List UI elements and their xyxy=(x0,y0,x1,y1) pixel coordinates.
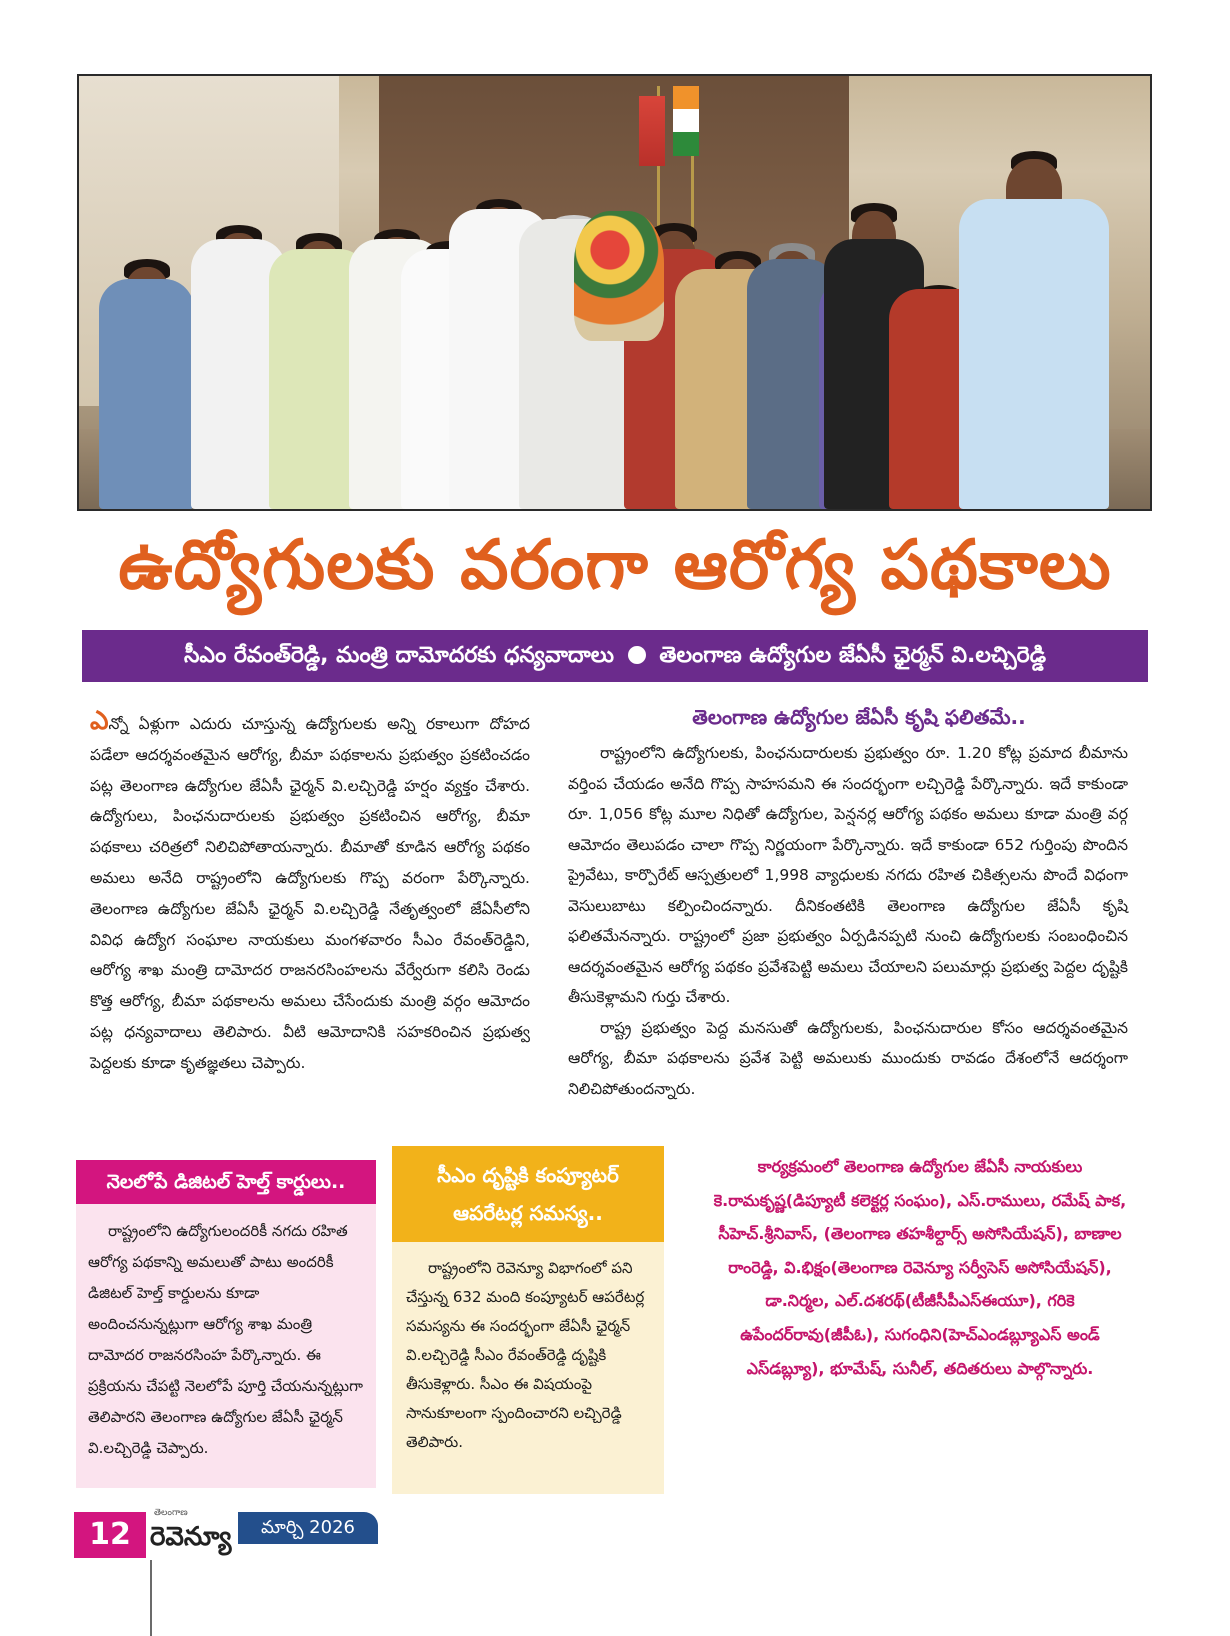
subhead-left: సీఎం రేవంత్‌రెడ్డి, మంత్రి దామోదరకు ధన్యవాదాలు xyxy=(183,643,614,668)
heading-line: ఆపరేటర్ల సమస్య.. xyxy=(453,1201,603,1225)
participants-credits: కార్యక్రమంలో తెలంగాణ ఉద్యోగుల జేఏసీ నాయకులు కె.రామకృష్ణ(డిప్యూటీ కలెక్టర్ల సంఘం), ఎస్.రాములు, రమేష్ పాక, సీహెచ్.శ్రీనివాస్, (తెలంగాణ తహశీల్దార్స్ అసోసియేషన్), బాణాల రాంరెడ్డి, వి.భిక్షం(తెలంగాణ రెవెన్యూ సర్వీసెస్ అసోసియేషన్), డా.నిర్మల, ఎల్.దశరథ్(టీజీసీపీఎస్ఈయూ), గరికె ఉపేందర్‌రావు(జీపీఓ), సుగంధిని(హెచ్ఎండబ్ల్యూఎస్ అండ్ ఎస్‌డబ్ల్యూ), భూమేష్, సునీల్, తదితరులు పాల్గొన్నారు. xyxy=(713,1157,1127,1378)
issue-date: మార్చి 2026 xyxy=(238,1512,378,1544)
bouquet xyxy=(574,211,664,341)
magazine-name: రెవెన్యూ xyxy=(150,1522,232,1552)
page-number: 12 xyxy=(74,1512,146,1558)
magazine-tagline: తెలంగాణ xyxy=(154,1508,188,1518)
computer-operators-box: రాష్ట్రంలోని రెవెన్యూ విభాగంలో పని చేస్తున్న 632 మంది కంప్యూటర్ ఆపరేటర్ల సమస్యను ఈ సందర్భంగా జేఏసీ ఛైర్మన్ వి.లచ్చిరెడ్డి సీఎం రేవంత్‌రెడ్డి దృష్టికి తీసుకెళ్లారు. సీఎం ఈ విషయంపై సానుకూలంగా స్పందించారని లచ్చిరెడ్డి తెలిపారు. xyxy=(392,1242,664,1494)
right-column xyxy=(568,738,1128,1104)
paragraph: రాష్ట్ర ప్రభుత్వం పెద్ద మనసుతో ఉద్యోగులకు, పింఛనుదారుల కోసం ఆదర్శవంతమైన ఆరోగ్య, బీమా పథకాలను ప్రవేశ పెట్టి అమలుకు ముందుకు రావడం దేశంలోనే ఆదర్శంగా నిలిచిపోతుందన్నారు. xyxy=(568,1018,1128,1098)
dropcap: ఎ xyxy=(90,706,109,736)
paragraph: రాష్ట్రంలోని ఉద్యోగులకు, పింఛనుదారులకు ప్రభుత్వం రూ. 1.20 కోట్ల ప్రమాద బీమాను వర్తింప చేయడం అనేది గొప్ప సాహసమని ఈ సందర్భంగా లచ్చిరెడ్డి పేర్కొన్నారు. ఇదే కాకుండా రూ. 1,056 కోట్ల మూల నిధితో ఉద్యోగుల, పెన్షనర్ల ఆరోగ్య పథకం అమలు కూడా మంత్రి వర్గ ఆమోదం తెలుపడం చాలా గొప్ప నిర్ణయంగా పేర్కొన్నారు. ఇదే కాకుండా 652 గుర్తింపు పొందిన ప్రైవేటు, కార్పొరేట్ ఆస్పత్రులలో 1,998 వ్యాధులకు నగదు రహిత చికిత్సలను పొందే విధంగా వెసులుబాటు కల్పించిందన్నారు. దీనికంతటికి తెలంగాణ ఉద్యోగుల జేఏసీ కృషి ఫలితమేనన్నారు. రాష్ట్రంలో ప్రజా ప్రభుత్వం ఏర్పడినప్పటి నుంచి ఉద్యోగులకు సంబంధించిన ఆదర్శవంతమైన ఆరోగ్య పథకం ప్రవేశపెట్టి అమలు చేయాలని పలుమార్లు ప్రభుత్వ పెద్దల దృష్టికి తీసుకెళ్లామని గుర్తు చేశారు. xyxy=(568,744,1128,1006)
bullet-icon xyxy=(628,646,646,664)
right-column-heading: తెలంగాణ ఉద్యోగుల జేఏసీ కృషి ఫలితమే.. xyxy=(692,705,1026,729)
heading-line: సీఎం దృష్టికి కంప్యూటర్ xyxy=(437,1163,619,1187)
digital-health-card-heading: నెలలోపే డిజిటల్ హెల్త్ కార్డులు.. xyxy=(76,1160,376,1204)
subhead-banner xyxy=(82,630,1148,682)
group-photo xyxy=(77,74,1152,511)
digital-health-card-box: రాష్ట్రంలోని ఉద్యోగులందరికీ నగదు రహిత ఆరోగ్య పథకాన్ని అమలుతో పాటు అందరికీ డిజిటల్ హెల్త్ కార్డులను కూడా అందించనున్నట్లుగా ఆరోగ్య శాఖ మంత్రి దామోదర రాజనరసింహ పేర్కొన్నారు. ఈ ప్రక్రియను చేపట్టి నెలలోపే పూర్తి చేయనున్నట్లుగా తెలిపారని తెలంగాణ ఉద్యోగుల జేఏసీ ఛైర్మన్ వి.లచ్చిరెడ్డి చెప్పారు. xyxy=(76,1204,376,1488)
computer-operators-heading xyxy=(392,1146,664,1242)
left-column-text: న్నో ఏళ్లుగా ఎదురు చూస్తున్న ఉద్యోగులకు అన్ని రకాలుగా దోహద పడేలా ఆదర్శవంతమైన ఆరోగ్య, బీమా పథకాలను ప్రభుత్వం ప్రకటించడం పట్ల తెలంగాణ ఉద్యోగుల జేఏసీ ఛైర్మన్ వి.లచ్చిరెడ్డి హర్షం వ్యక్తం చేశారు. ఉద్యోగులు, పింఛనుదారులకు ప్రభుత్వం ప్రకటించిన ఆరోగ్య, బీమా పథకాలు చరిత్రలో నిలిచిపోతాయన్నారు. బీమాతో కూడిన ఆరోగ్య పథకం అమలు అనేది రాష్ట్రంలోని ఉద్యోగులకు గొప్ప వరంగా పేర్కొన్నారు. తెలంగాణ ఉద్యోగుల జేఏసీ ఛైర్మన్ వి.లచ్చిరెడ్డి నేతృత్వంలో జేఏసీలోని వివిధ ఉద్యోగ సంఘాల నాయకులు మంగళవారం సీఎం రేవంత్‌రెడ్డిని, ఆరోగ్య శాఖ మంత్రి దామోదర రాజనరసింహలను వేర్వేరుగా కలిసి రెండు కొత్త ఆరోగ్య, బీమా పథకాలను అమలు చేసేందుకు మంత్రి వర్గం ఆమోదం పట్ల ధన్యవాదాలు తెలిపారు. వీటి ఆమోదానికి సహకరించిన ప్రభుత్వ పెద్దలకు కూడా కృతజ్ఞతలు చెప్పారు. xyxy=(90,715,530,1072)
subhead-right: తెలంగాణ ఉద్యోగుల జేఏసీ ఛైర్మన్ వి.లచ్చిరెడ్డి xyxy=(659,643,1047,668)
headline: ఉద్యోగులకు వరంగా ఆరోగ్య పథకాలు xyxy=(118,526,1112,605)
footer-divider xyxy=(150,1560,152,1636)
left-column xyxy=(90,706,530,1079)
